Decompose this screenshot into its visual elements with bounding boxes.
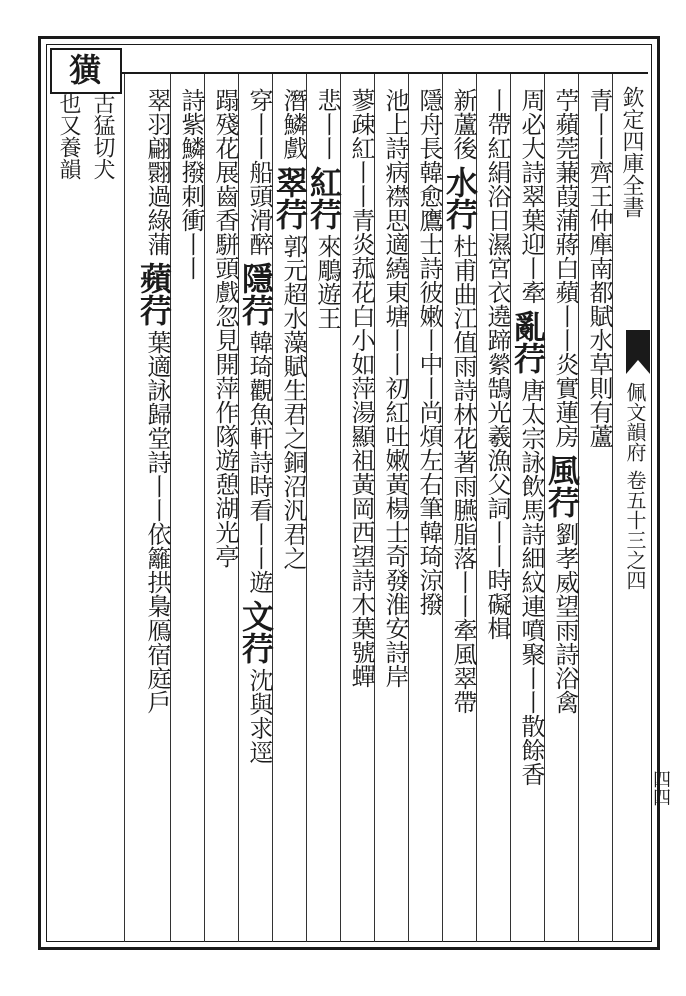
page-number: 四四 — [650, 770, 671, 806]
entry-heading: 翠荇 — [271, 166, 309, 230]
entry-heading: 風荇 — [543, 454, 581, 518]
column-text: 杜甫曲江值雨詩林花著雨臙脂落丨丨牽風翠帶 — [449, 234, 477, 714]
entry-heading: 隱荇 — [237, 262, 275, 326]
text-column — [172, 88, 206, 280]
text-column — [580, 88, 614, 448]
column-text: 青丨丨齊王仲㢑南都賦水草則有蘆 — [585, 88, 613, 448]
column-text: 悲丨丨 — [313, 88, 341, 160]
column-text: 周必大詩翠葉迎丨牽 — [517, 88, 545, 304]
ear-bar — [122, 72, 648, 74]
column-text: 駢頭戲忽見開萍作隊遊 — [211, 232, 239, 472]
column-text: 苧蘋莞蒹葭蒲蔣白蘋丨丨炎實蓮房 — [551, 88, 579, 448]
column-text: 池上詩病襟思適繞東塘丨丨初紅吐嫩黃楊士奇發淮安詩岸 — [381, 88, 409, 688]
column-text: 劉孝威望雨詩浴禽 — [551, 522, 579, 714]
column-text: 葉適詠歸堂詩丨丨依籬拱梟鴈宿庭戶 — [143, 330, 171, 714]
text-column — [271, 88, 309, 570]
column-text: 新蘆後 — [449, 88, 477, 160]
entry-heading: 蘋荇 — [135, 262, 173, 326]
column-text: 潛鱗戲 — [279, 88, 307, 160]
column-text: 來鵰遊王 — [313, 234, 341, 330]
headword-gloss-2: 也又養韻 — [56, 92, 81, 180]
entry-heading: 文荇 — [237, 600, 275, 664]
column-rule — [124, 74, 125, 942]
text-column — [543, 88, 581, 714]
text-column — [509, 88, 547, 786]
column-text: 丨帶紅絹浴日濕宮衣 — [483, 88, 511, 304]
headword: 獚 — [68, 51, 101, 89]
text-column — [135, 88, 173, 714]
column-text: 翠羽翩翾過綠蒲 — [143, 88, 171, 256]
volume-label: 卷五十三之四 — [623, 470, 647, 590]
column-text: 長韓愈鷹士詩彼嫩丨中丨尚煩左右筆韓琦涼撥 — [415, 136, 443, 616]
entry-heading: 水荇 — [441, 166, 479, 230]
column-text: 穿丨丨船頭滑醉 — [245, 88, 273, 256]
column-text: 蓼疎紅丨丨青炎菰花白小如萍湯顯祖黃岡西望詩木葉號蟬 — [347, 88, 375, 688]
header-column — [614, 86, 648, 218]
text-column — [478, 88, 512, 640]
column-text: 沈與求逕 — [245, 668, 273, 764]
headword-column — [50, 52, 120, 88]
text-column — [342, 88, 376, 688]
text-column — [305, 88, 343, 330]
column-text: 遶蹄縈鵠光羲漁父詞丨丨時礙楫 — [483, 304, 511, 640]
book-title: 欽定四庫全書 — [619, 86, 644, 218]
column-text: 隱舟 — [415, 88, 443, 136]
entry-heading: 紅荇 — [305, 166, 343, 230]
column-text: 遊 — [245, 570, 273, 594]
text-column — [376, 88, 410, 688]
headword-gloss-1: 古猛切犬 — [90, 92, 115, 180]
column-text: 唐太宗詠飲馬詩細紋連噴聚丨丨散餘香 — [517, 378, 545, 786]
column-text: 韓琦觀魚軒詩時看丨丨 — [245, 330, 273, 570]
text-column — [441, 88, 479, 714]
section-title: 佩文韻府 — [623, 382, 647, 462]
text-column — [206, 88, 240, 568]
column-text: 詩紫鱗撥刺衝丨丨 — [177, 88, 205, 280]
text-column — [237, 88, 275, 764]
column-text: 蹋殘花展齒香 — [211, 88, 239, 232]
entry-heading: 亂荇 — [509, 310, 547, 374]
column-text: 憩湖光亭 — [211, 472, 239, 568]
fish-tail-mark — [626, 330, 650, 374]
text-column — [410, 88, 444, 616]
column-text: 郭元超水藻賦生君之銅沼汎君之 — [279, 234, 307, 570]
